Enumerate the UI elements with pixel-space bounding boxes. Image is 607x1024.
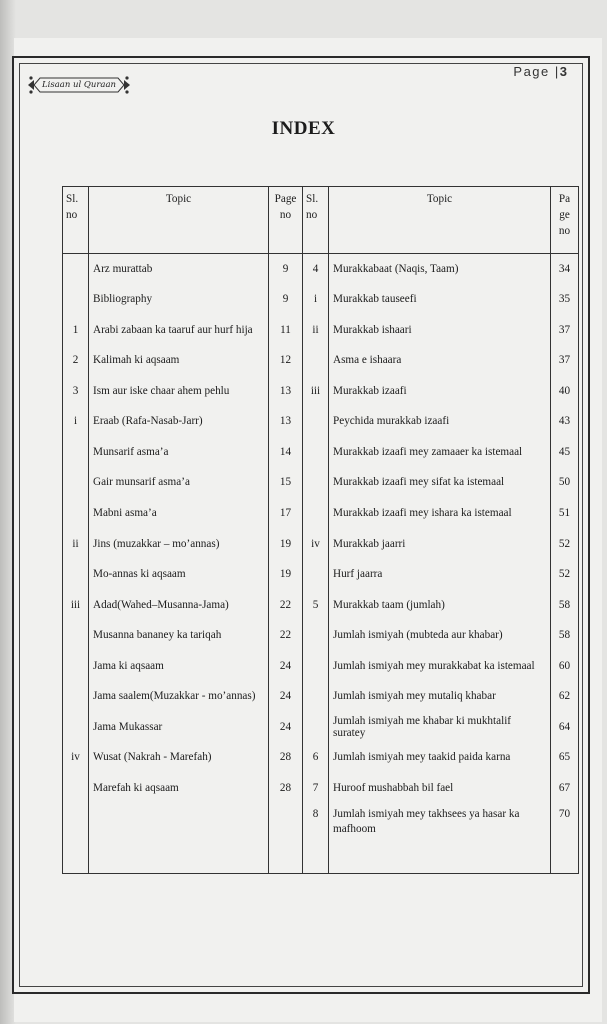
row-page-left: 15: [269, 467, 303, 498]
table-row: [63, 528, 579, 559]
row-page-right: 51: [551, 498, 579, 529]
row-topic-left: Mabni asma’a: [89, 498, 269, 529]
row-sl-right: 6: [303, 742, 329, 773]
row-topic-right: Jumlah ismiyah mey murakkabat ka istemaal: [329, 650, 551, 681]
row-page-left: 19: [269, 528, 303, 559]
row-page-left: 13: [269, 406, 303, 437]
row-page-right: 43: [551, 406, 579, 437]
row-sl-right: [303, 437, 329, 468]
row-sl-right: iv: [303, 528, 329, 559]
row-page-right: 37: [551, 345, 579, 376]
table-row: [63, 406, 579, 437]
row-sl-left: iii: [63, 589, 89, 620]
empty-cell: [329, 843, 551, 874]
table-row: [63, 650, 579, 681]
header-topic-left: Topic: [89, 187, 269, 254]
row-sl-left: [63, 650, 89, 681]
row-sl-left: [63, 437, 89, 468]
row-topic-left: Kalimah ki aqsaam: [89, 345, 269, 376]
row-topic-right: Jumlah ismiyah mey takhsees ya hasar ka mafhoom: [329, 803, 551, 843]
row-topic-left: [89, 803, 269, 843]
empty-cell: [63, 843, 89, 874]
row-topic-right: Murakkab tauseefi: [329, 284, 551, 315]
book-logo: [26, 74, 132, 96]
row-sl-left: [63, 803, 89, 843]
table-header-row: [63, 187, 579, 254]
row-page-left: 17: [269, 498, 303, 529]
row-sl-right: [303, 711, 329, 742]
row-topic-left: Jama ki aqsaam: [89, 650, 269, 681]
row-page-right: 65: [551, 742, 579, 773]
page-label: Page |: [513, 64, 560, 79]
row-page-left: 28: [269, 742, 303, 773]
table-row: [63, 284, 579, 315]
row-sl-left: [63, 681, 89, 712]
row-sl-left: [63, 254, 89, 285]
header-page-right: Pa ge no: [551, 187, 579, 254]
row-topic-left: Marefah ki aqsaam: [89, 773, 269, 804]
row-topic-left: Jins (muzakkar – mo’annas): [89, 528, 269, 559]
table-row: [63, 437, 579, 468]
empty-cell: [89, 843, 269, 874]
table-row: [63, 803, 579, 843]
table-row: [63, 559, 579, 590]
table-row: [63, 254, 579, 285]
row-sl-right: 7: [303, 773, 329, 804]
row-topic-left: Wusat (Nakrah - Marefah): [89, 742, 269, 773]
row-sl-left: iv: [63, 742, 89, 773]
row-sl-left: 3: [63, 376, 89, 407]
row-page-left: 12: [269, 345, 303, 376]
logo-text: Lisaan ul Quraan: [41, 80, 117, 90]
row-page-left: 9: [269, 284, 303, 315]
page-number-label: [513, 64, 567, 79]
row-sl-left: [63, 467, 89, 498]
row-topic-left: Musanna bananey ka tariqah: [89, 620, 269, 651]
row-sl-right: [303, 620, 329, 651]
row-sl-right: i: [303, 284, 329, 315]
index-table: [62, 186, 579, 874]
row-page-right: 50: [551, 467, 579, 498]
row-page-left: 14: [269, 437, 303, 468]
row-sl-left: [63, 620, 89, 651]
row-topic-right: Huroof mushabbah bil fael: [329, 773, 551, 804]
row-sl-right: 4: [303, 254, 329, 285]
row-sl-right: ii: [303, 315, 329, 346]
table-row: [63, 376, 579, 407]
row-topic-right: Murakkabaat (Naqis, Taam): [329, 254, 551, 285]
row-page-left: 9: [269, 254, 303, 285]
row-sl-right: 8: [303, 803, 329, 843]
row-page-right: 37: [551, 315, 579, 346]
row-topic-right: Murakkab izaafi mey ishara ka istemaal: [329, 498, 551, 529]
row-topic-right: Murakkab izaafi mey zamaaer ka istemaal: [329, 437, 551, 468]
row-sl-right: iii: [303, 376, 329, 407]
row-topic-left: Adad(Wahed–Musanna-Jama): [89, 589, 269, 620]
row-topic-right: Hurf jaarra: [329, 559, 551, 590]
row-page-left: 11: [269, 315, 303, 346]
row-topic-left: Eraab (Rafa-Nasab-Jarr): [89, 406, 269, 437]
row-page-left: 19: [269, 559, 303, 590]
row-page-left: 24: [269, 711, 303, 742]
row-sl-right: [303, 681, 329, 712]
row-topic-right: Jumlah ismiyah mey taakid paida karna: [329, 742, 551, 773]
row-topic-right: Murakkab taam (jumlah): [329, 589, 551, 620]
row-page-right: 58: [551, 589, 579, 620]
row-sl-right: [303, 345, 329, 376]
row-page-left: [269, 803, 303, 843]
row-page-left: 22: [269, 589, 303, 620]
row-sl-right: [303, 467, 329, 498]
row-topic-right: Murakkab izaafi mey sifat ka istemaal: [329, 467, 551, 498]
row-sl-left: 2: [63, 345, 89, 376]
empty-cell: [551, 843, 579, 874]
row-page-left: 28: [269, 773, 303, 804]
row-page-left: 24: [269, 650, 303, 681]
table-row: [63, 589, 579, 620]
row-page-right: 45: [551, 437, 579, 468]
row-sl-right: [303, 498, 329, 529]
table-row: [63, 498, 579, 529]
row-topic-left: Ism aur iske chaar ahem pehlu: [89, 376, 269, 407]
row-page-left: 24: [269, 681, 303, 712]
row-topic-left: Bibliography: [89, 284, 269, 315]
row-sl-left: i: [63, 406, 89, 437]
row-page-left: 13: [269, 376, 303, 407]
table-row: [63, 315, 579, 346]
row-topic-left: Jama saalem(Muzakkar - mo’annas): [89, 681, 269, 712]
header-sl-left: Sl. no: [63, 187, 89, 254]
row-page-right: 58: [551, 620, 579, 651]
table-row: [63, 742, 579, 773]
row-topic-right: Jumlah ismiyah me khabar ki mukhtalif suratey: [329, 711, 551, 742]
row-topic-right: Murakkab jaarri: [329, 528, 551, 559]
row-page-right: 52: [551, 559, 579, 590]
row-sl-right: [303, 559, 329, 590]
row-topic-left: Arz murattab: [89, 254, 269, 285]
row-topic-right: Jumlah ismiyah mey mutaliq khabar: [329, 681, 551, 712]
row-topic-right: Murakkab ishaari: [329, 315, 551, 346]
row-page-left: 22: [269, 620, 303, 651]
row-page-right: 64: [551, 711, 579, 742]
empty-cell: [269, 843, 303, 874]
table-row: [63, 711, 579, 742]
row-sl-right: [303, 406, 329, 437]
table-row: [63, 345, 579, 376]
row-sl-left: 1: [63, 315, 89, 346]
row-topic-right: Peychida murakkab izaafi: [329, 406, 551, 437]
row-page-right: 52: [551, 528, 579, 559]
row-topic-right: Murakkab izaafi: [329, 376, 551, 407]
header-page-left: Page no: [269, 187, 303, 254]
row-topic-left: Munsarif asma’a: [89, 437, 269, 468]
row-sl-left: ii: [63, 528, 89, 559]
row-sl-left: [63, 284, 89, 315]
row-topic-right: Asma e ishaara: [329, 345, 551, 376]
table-row: [63, 467, 579, 498]
row-sl-left: [63, 773, 89, 804]
empty-cell: [303, 843, 329, 874]
row-topic-left: Mo-annas ki aqsaam: [89, 559, 269, 590]
page-number: 3: [559, 64, 567, 79]
table-filler-row: [63, 843, 579, 874]
row-page-right: 35: [551, 284, 579, 315]
row-page-right: 62: [551, 681, 579, 712]
row-topic-left: Jama Mukassar: [89, 711, 269, 742]
row-topic-left: Gair munsarif asma’a: [89, 467, 269, 498]
table-row: [63, 620, 579, 651]
page-title: INDEX: [271, 118, 336, 139]
row-sl-right: [303, 650, 329, 681]
row-topic-right: Jumlah ismiyah (mubteda aur khabar): [329, 620, 551, 651]
row-sl-left: [63, 711, 89, 742]
row-sl-right: 5: [303, 589, 329, 620]
row-sl-left: [63, 498, 89, 529]
row-topic-left: Arabi zabaan ka taaruf aur hurf hija: [89, 315, 269, 346]
row-page-right: 40: [551, 376, 579, 407]
table-row: [63, 681, 579, 712]
row-sl-left: [63, 559, 89, 590]
row-page-right: 34: [551, 254, 579, 285]
table-row: [63, 773, 579, 804]
header-sl-right: Sl. no: [303, 187, 329, 254]
row-page-right: 70: [551, 803, 579, 843]
row-page-right: 60: [551, 650, 579, 681]
row-page-right: 67: [551, 773, 579, 804]
header-topic-right: Topic: [329, 187, 551, 254]
